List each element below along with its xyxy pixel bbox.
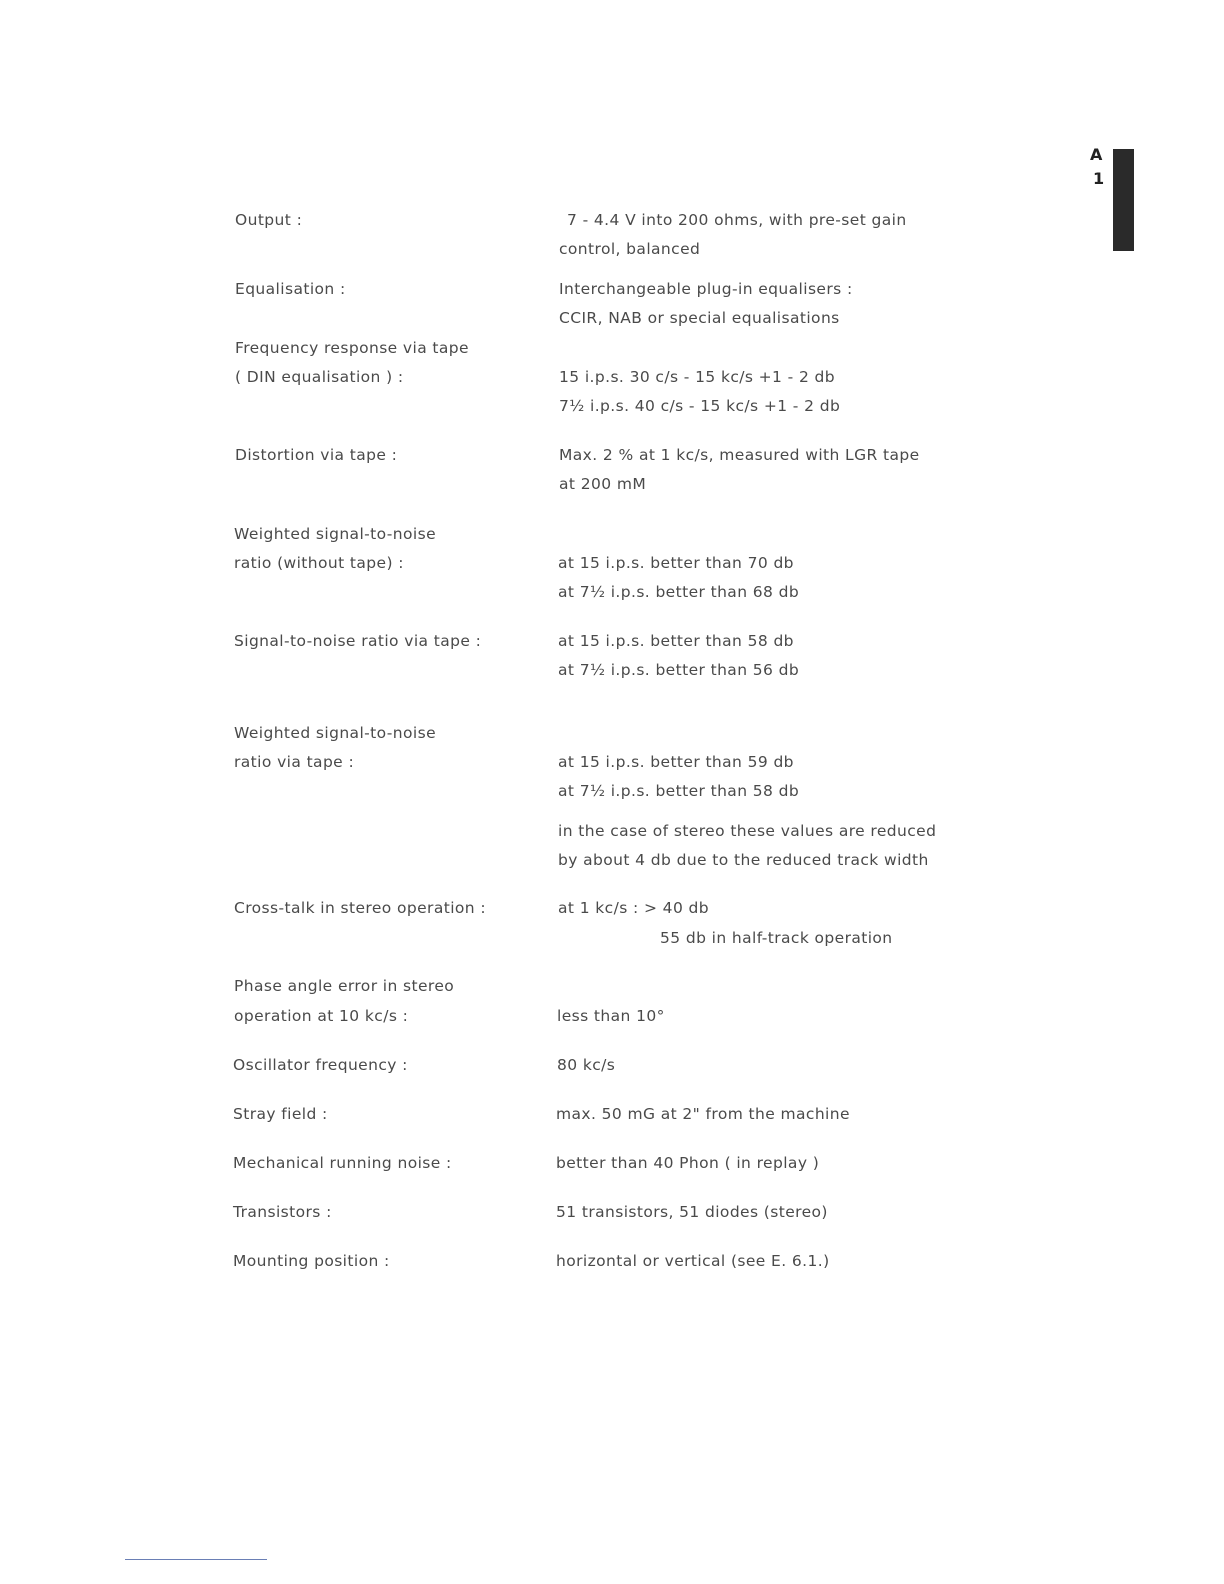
equalisation-value-line2: CCIR, NAB or special equalisations: [559, 309, 840, 327]
mounting-value: horizontal or vertical (see E. 6.1.): [556, 1252, 830, 1270]
transistors-value: 51 transistors, 51 diodes (stereo): [556, 1203, 828, 1221]
weighted-snr-without-tape-value-line2: at 7½ i.p.s. better than 68 db: [558, 583, 800, 601]
weighted-snr-without-tape-value-line1: at 15 i.p.s. better than 70 db: [558, 554, 794, 572]
crosstalk-value-line2: 55 db in half-track operation: [660, 929, 893, 947]
distortion-label: Distortion via tape :: [235, 446, 398, 464]
weighted-snr-without-tape-label-line1: Weighted signal-to-noise: [234, 525, 437, 543]
weighted-snr-via-tape-note-line1: in the case of stereo these values are reduced: [558, 822, 937, 840]
mechanical-noise-label: Mechanical running noise :: [233, 1154, 452, 1172]
snr-via-tape-value-line2: at 7½ i.p.s. better than 56 db: [558, 661, 800, 679]
frequency-response-label-line2: ( DIN equalisation ) :: [235, 368, 404, 386]
snr-via-tape-value-line1: at 15 i.p.s. better than 58 db: [558, 632, 794, 650]
phase-angle-label-line2: operation at 10 kc/s :: [234, 1007, 409, 1025]
output-value-line1: 7 - 4.4 V into 200 ohms, with pre-set gain: [567, 211, 907, 229]
snr-via-tape-label: Signal-to-noise ratio via tape :: [234, 632, 482, 650]
section-tab-letter: A: [1090, 145, 1103, 164]
output-value-line2: control, balanced: [559, 240, 701, 258]
frequency-response-value-line1: 15 i.p.s. 30 c/s - 15 kc/s +1 - 2 db: [559, 368, 836, 386]
footer-rule: [125, 1559, 267, 1560]
stray-field-value: max. 50 mG at 2" from the machine: [556, 1105, 850, 1123]
crosstalk-label: Cross-talk in stereo operation :: [234, 899, 486, 917]
weighted-snr-via-tape-value-line1: at 15 i.p.s. better than 59 db: [558, 753, 794, 771]
distortion-value-line2: at 200 mM: [559, 475, 647, 493]
weighted-snr-via-tape-label-line1: Weighted signal-to-noise: [234, 724, 437, 742]
mechanical-noise-value: better than 40 Phon ( in replay ): [556, 1154, 820, 1172]
mounting-label: Mounting position :: [233, 1252, 390, 1270]
phase-angle-value: less than 10°: [557, 1007, 665, 1025]
frequency-response-label-line1: Frequency response via tape: [235, 339, 469, 357]
stray-field-label: Stray field :: [233, 1105, 328, 1123]
section-tab-marker: [1113, 149, 1134, 251]
weighted-snr-via-tape-value-line2: at 7½ i.p.s. better than 58 db: [558, 782, 800, 800]
phase-angle-label-line1: Phase angle error in stereo: [234, 977, 455, 995]
equalisation-value-line1: Interchangeable plug-in equalisers :: [559, 280, 853, 298]
equalisation-label: Equalisation :: [235, 280, 346, 298]
crosstalk-value-line1: at 1 kc/s : > 40 db: [558, 899, 710, 917]
output-label: Output :: [235, 211, 303, 229]
section-tab-number: 1: [1093, 169, 1105, 188]
distortion-value-line1: Max. 2 % at 1 kc/s, measured with LGR tape: [559, 446, 920, 464]
weighted-snr-via-tape-label-line2: ratio via tape :: [234, 753, 355, 771]
frequency-response-value-line2: 7½ i.p.s. 40 c/s - 15 kc/s +1 - 2 db: [559, 397, 841, 415]
oscillator-value: 80 kc/s: [557, 1056, 616, 1074]
transistors-label: Transistors :: [233, 1203, 332, 1221]
oscillator-label: Oscillator frequency :: [233, 1056, 408, 1074]
weighted-snr-via-tape-note-line2: by about 4 db due to the reduced track width: [558, 851, 929, 869]
weighted-snr-without-tape-label-line2: ratio (without tape) :: [234, 554, 404, 572]
